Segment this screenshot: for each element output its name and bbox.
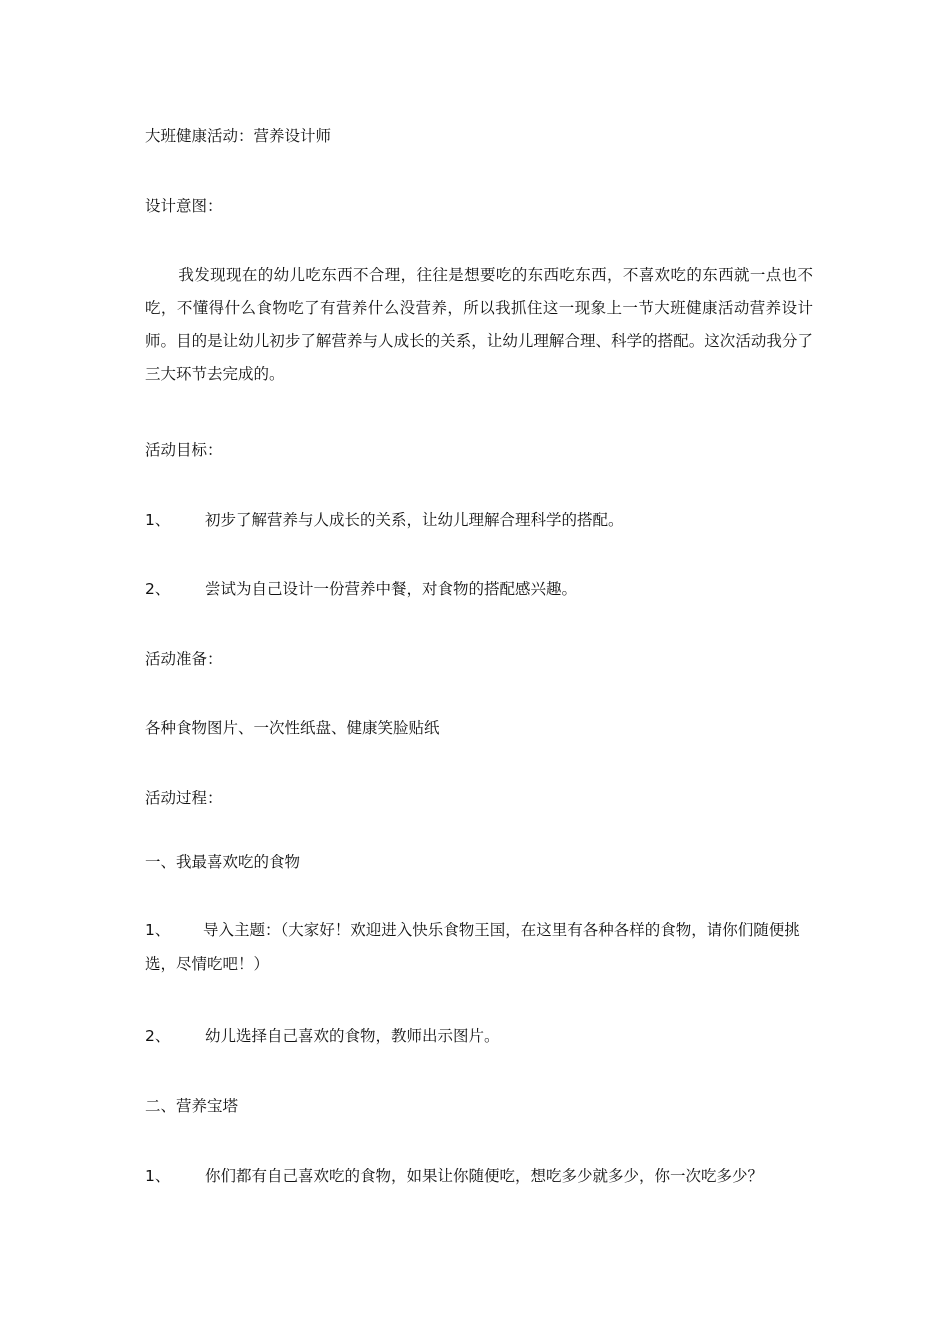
section-1-item-1 (145, 913, 813, 981)
section-1-item-2-text: 幼儿选择自己喜欢的食物，教师出示图片。 (205, 1027, 500, 1045)
design-intent-text: 我发现现在的幼儿吃东西不合理，往往是想要吃的东西吃东西，不喜欢吃的东西就一点也不吃，不懂得什么食物吃了有营养什么没营养，所以我抓住这一现象上一节大班健康活动营养设计师。目的是让幼儿初步了解营养与人成长的关系，让幼儿理解合理、科学的搭配。这次活动我分了三大环节去完成的。 (145, 266, 813, 383)
goal-2-text: 尝试为自己设计一份营养中餐，对食物的搭配感兴趣。 (205, 580, 578, 598)
prep-heading: 活动准备： (145, 650, 223, 668)
goal-2-number: 2、 (145, 580, 171, 598)
section-1-item-2-number: 2、 (145, 1027, 171, 1045)
section-2-heading: 二、营养宝塔 (145, 1097, 239, 1115)
process-heading: 活动过程： (145, 789, 223, 807)
section-2-item-1-number: 1、 (145, 1167, 171, 1185)
goal-1-number: 1、 (145, 511, 171, 529)
section-1-heading: 一、我最喜欢吃的食物 (145, 853, 301, 871)
section-1-item-1-number: 1、 (145, 921, 171, 939)
goals-heading: 活动目标： (145, 441, 223, 459)
prep-text: 各种食物图片、一次性纸盘、健康笑脸贴纸 (145, 719, 440, 737)
design-intent-heading: 设计意图： (145, 197, 223, 215)
document-title: 大班健康活动：营养设计师 (145, 127, 332, 145)
goal-1-text: 初步了解营养与人成长的关系，让幼儿理解合理科学的搭配。 (205, 511, 624, 529)
section-1-item-1-text: 导入主题：（大家好！欢迎进入快乐食物王国，在这里有各种各样的食物，请你们随便挑选，尽情吃吧！） (145, 921, 800, 973)
section-2-item-1-text: 你们都有自己喜欢吃的食物，如果让你随便吃，想吃多少就多少，你一次吃多少？ (205, 1167, 764, 1185)
design-intent-paragraph (145, 259, 813, 391)
